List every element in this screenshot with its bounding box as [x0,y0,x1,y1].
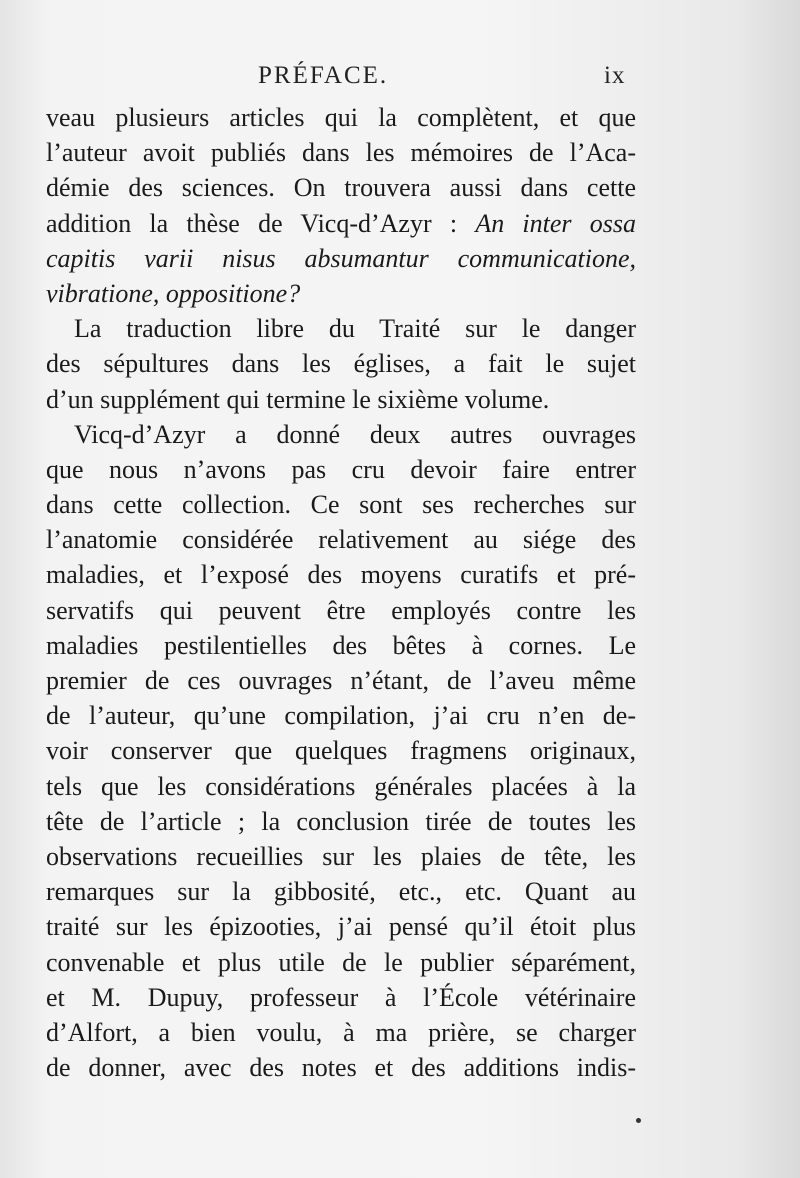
text-line: d’Alfort, a bien voulu, à ma prière, se charger [46,1017,636,1047]
text-line: La traduction libre du Traité sur le danger [74,314,636,344]
text-line: de l’auteur, qu’une compilation, j’ai cru n’en de- [46,701,636,731]
text-line: d’un supplément qui termine le sixième volume. [46,384,550,414]
text-line: servatifs qui peuvent être employés contre les [46,595,636,625]
page-number: ix [604,62,626,89]
text-line: traité sur les épizooties, j’ai pensé qu’il étoit plus [46,912,636,942]
latin-title-line: vibratione, oppositione? [46,278,301,308]
text-line: maladies, et l’exposé des moyens curatifs et pré- [46,560,636,590]
latin-title-line: capitis varii nisus absumantur communicatione, [46,243,636,273]
text-line-roman: addition la thèse de Vicq-d’Azyr : [46,208,476,238]
text-line: voir conserver que quelques fragmens originaux, [46,736,636,766]
paragraph [46,417,636,1086]
text-line: maladies pestilentielles des bêtes à cornes. Le [46,630,636,660]
text-line: des sépultures dans les églises, a fait le sujet [46,349,636,379]
text-line: l’anatomie considérée relativement au siége des [46,525,636,555]
running-head: PRÉFACE. [258,62,389,89]
text-line: dans cette collection. Ce sont ses recherches sur [46,490,636,520]
body-text [46,100,636,1085]
text-line: premier de ces ouvrages n’étant, de l’aveu même [46,666,636,695]
text-line: que nous n’avons pas cru devoir faire entrer [46,454,636,484]
text-line: tels que les considérations générales placées à la [46,771,636,801]
text-line: l’auteur avoit publiés dans les mémoires de l’Aca- [46,138,636,168]
paragraph-continuation [46,100,636,311]
text-line [46,206,636,241]
text-line: observations recueillies sur les plaies de tête, les [46,841,636,871]
text-line: veau plusieurs articles qui la complètent, et que [46,103,636,132]
ink-speck [636,1118,641,1123]
paragraph [46,311,636,417]
page-header [0,62,800,102]
text-line: démie des sciences. On trouvera aussi dans cette [46,173,636,203]
text-line: de donner, avec des notes et des additions indis- [46,1053,636,1083]
text-line: convenable et plus utile de le publier séparément, [46,947,636,977]
latin-title-start: An inter ossa [475,208,636,238]
text-line: Vicq-d’Azyr a donné deux autres ouvrages [74,419,636,449]
text-line: et M. Dupuy, professeur à l’École vétérinaire [46,982,636,1012]
text-line: tête de l’article ; la conclusion tirée de toutes les [46,806,636,836]
text-line: remarques sur la gibbosité, etc., etc. Quant au [46,877,636,907]
